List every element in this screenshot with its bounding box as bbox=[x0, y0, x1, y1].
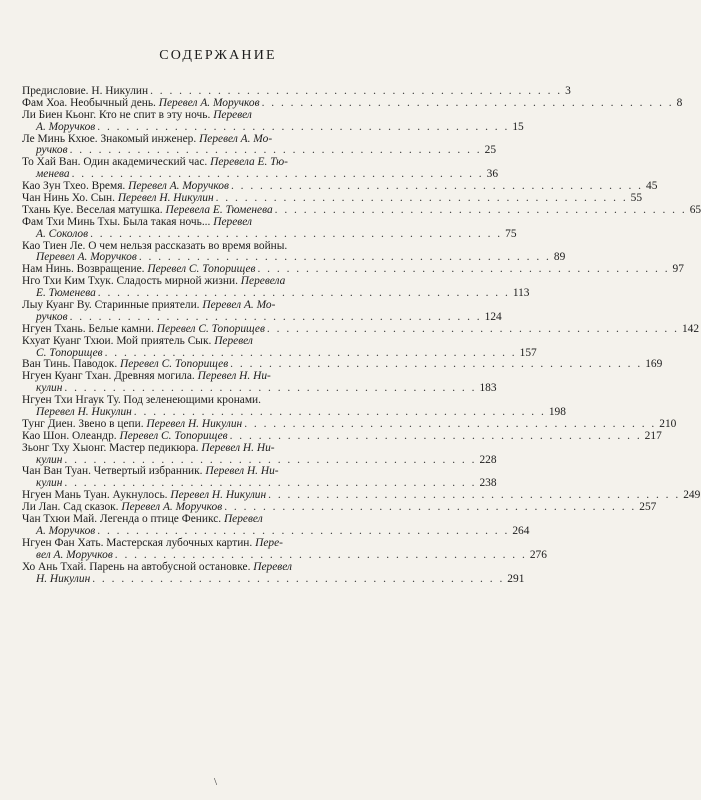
toc-entry-line bbox=[22, 443, 414, 455]
dot-leader: . . . . . . . . . . . . . . . . . . . . . . . . . . . . . . . . . . . . . . . . . . . bbox=[64, 477, 477, 490]
page-number: 142 bbox=[681, 322, 700, 335]
toc-entry[interactable] bbox=[22, 334, 537, 360]
page-number: 210 bbox=[659, 417, 677, 430]
page-number: 264 bbox=[512, 524, 530, 537]
entry-translator: Перевел Н. Ни- bbox=[205, 465, 279, 478]
entry-title: То Хай Ван. Один академический час. bbox=[22, 156, 211, 169]
entry-title: Лыу Куанг Ву. Старинные приятели. bbox=[22, 299, 203, 312]
page-number: 183 bbox=[479, 382, 497, 395]
entry-translator: кулин bbox=[36, 477, 63, 490]
dot-leader: . . . . . . . . . . . . . . . . . . . . . . . . . . . . . . . . . . . . . . . . . . . bbox=[268, 489, 681, 502]
entry-title: Тунг Диен. Звено в цепи. bbox=[22, 417, 147, 430]
toc-entry[interactable] bbox=[22, 513, 530, 538]
dot-leader: . . . . . . . . . . . . . . . . . . . . . . . . . . . . . . . . . . . . . . . . . . . bbox=[64, 453, 477, 466]
page-number: 276 bbox=[529, 548, 547, 561]
page-number: 65 bbox=[689, 203, 701, 216]
entry-translator: Перевел Н. Никулин bbox=[36, 406, 132, 419]
dot-leader: . . . . . . . . . . . . . . . . . . . . . . . . . . . . . . . . . . . . . . . . . . . bbox=[244, 417, 657, 430]
dot-leader: . . . . . . . . . . . . . . . . . . . . . . . . . . . . . . . . . . . . . . . . . . . bbox=[215, 192, 628, 204]
entry-title: Нго Тхи Ким Тхук. Сладость мирной жизни. bbox=[22, 275, 241, 288]
page-number: 217 bbox=[644, 429, 662, 442]
page-number: 249 bbox=[683, 489, 701, 502]
page-number: 291 bbox=[507, 572, 525, 585]
entry-translator: Перевел С. Топорищев bbox=[119, 429, 228, 442]
entry-translator: Перевел bbox=[214, 334, 253, 347]
entry-title: Чан Ван Туан. Четвертый избранник. bbox=[22, 465, 206, 478]
toc-entry-continuation bbox=[22, 572, 525, 586]
dot-leader: . . . . . . . . . . . . . . . . . . . . . . . . . . . . . . . . . . . . . . . . . . . bbox=[274, 203, 687, 216]
page-number: 124 bbox=[484, 310, 502, 323]
page-number: 257 bbox=[639, 501, 657, 514]
entry-translator: Перевел А. Моручков bbox=[121, 501, 223, 514]
page-number: 15 bbox=[512, 120, 524, 133]
page-number: 228 bbox=[479, 453, 497, 466]
entry-translator: Перевела Е. Тюменева bbox=[165, 203, 273, 216]
dot-leader: . . . . . . . . . . . . . . . . . . . . . . . . . . . . . . . . . . . . . . . . . . . bbox=[257, 263, 670, 276]
entry-translator: Перевел А. Мо- bbox=[202, 299, 276, 312]
entry-translator: С. Топорищев bbox=[36, 346, 103, 359]
toc-entry[interactable] bbox=[22, 108, 524, 134]
entry-title: Хо Ань Тхай. Парень на автобусной остановке. bbox=[22, 560, 254, 573]
entry-translator: Н. Никулин bbox=[36, 572, 91, 585]
toc-entry[interactable] bbox=[22, 156, 499, 181]
entry-translator: ручков bbox=[36, 310, 68, 323]
dot-leader: . . . . . . . . . . . . . . . . . . . . . . . . . . . . . . . . . . . . . . . . . . . bbox=[92, 572, 505, 585]
entry-translator: Перевел А. Мо- bbox=[199, 132, 273, 145]
toc-entry[interactable] bbox=[22, 536, 547, 562]
entry-translator: Перевел bbox=[213, 108, 252, 121]
dot-leader: . . . . . . . . . . . . . . . . . . . . . . . . . . . . . . . . . . . . . . . . . . . bbox=[97, 120, 510, 133]
entry-title: Нгуен Куанг Тхан. Древняя могила. bbox=[22, 370, 198, 383]
page-number: 157 bbox=[519, 346, 537, 359]
entry-translator: А. Моручков bbox=[36, 524, 96, 537]
entry-title: Нгуен Мань Туан. Аукнулось. bbox=[22, 489, 171, 502]
dot-leader: . . . . . . . . . . . . . . . . . . . . . . . . . . . . . . . . . . . . . . . . . . . bbox=[69, 310, 482, 323]
page-number: 238 bbox=[479, 477, 497, 490]
dot-leader: . . . . . . . . . . . . . . . . . . . . . . . . . . . . . . . . . . . . . . . . . . . bbox=[150, 84, 563, 97]
entry-title: Нгуен Фан Хать. Мастерская лубочных картин. bbox=[22, 536, 256, 549]
entry-translator: Е. Тюменева bbox=[36, 287, 96, 300]
toc-entry[interactable] bbox=[22, 215, 517, 241]
entry-translator: Перевела Е. Тю- bbox=[210, 156, 288, 169]
entry-title: Тхань Куе. Веселая матушка. bbox=[22, 203, 166, 216]
entry-translator: А. Моручков bbox=[36, 120, 96, 133]
dot-leader: . . . . . . . . . . . . . . . . . . . . . . . . . . . . . . . . . . . . . . . . . . . bbox=[104, 346, 517, 359]
entry-translator: Перевел С. Топорищев bbox=[120, 358, 229, 371]
entry-translator: кулин bbox=[36, 453, 63, 466]
entry-title: Као Шон. Олеандр. bbox=[22, 429, 120, 442]
entry-translator: ручков bbox=[36, 144, 68, 157]
page-number: 8 bbox=[676, 96, 683, 109]
page-number: 3 bbox=[565, 84, 571, 97]
entry-translator: кулин bbox=[36, 382, 63, 395]
entry-title: Нгуен Тхи Нгаук Ту. Под зеленеющими кронами. bbox=[22, 394, 262, 407]
dot-leader: . . . . . . . . . . . . . . . . . . . . . . . . . . . . . . . . . . . . . . . . . . . bbox=[266, 322, 679, 335]
dot-leader: . . . . . . . . . . . . . . . . . . . . . . . . . . . . . . . . . . . . . . . . . . . bbox=[230, 180, 644, 193]
entry-title: Као Тиен Ле. О чем нельзя рассказать во время войны. bbox=[22, 239, 288, 252]
page-number: 97 bbox=[672, 263, 684, 276]
entry-translator: А. Соколов bbox=[36, 227, 89, 240]
entry-title: Ван Тинь. Паводок. bbox=[22, 358, 121, 371]
page-number: 25 bbox=[484, 144, 497, 157]
toc-entry[interactable] bbox=[22, 560, 525, 586]
dot-leader: . . . . . . . . . . . . . . . . . . . . . . . . . . . . . . . . . . . . . . . . . . . bbox=[138, 251, 551, 264]
entry-translator: Перевел С. Топорищев bbox=[156, 322, 265, 335]
entry-title: Нгуен Тхань. Белые камни. bbox=[22, 322, 157, 335]
toc-entry[interactable] bbox=[22, 299, 502, 324]
entry-title: Чан Тхюи Май. Легенда о птице Феникс. bbox=[22, 513, 224, 526]
entry-translator: Перевел Н. Никулин bbox=[170, 489, 267, 502]
entry-title: Нам Нинь. Возвращение. bbox=[22, 263, 148, 276]
entry-translator: Перевел А. Моручков bbox=[128, 180, 229, 193]
entry-translator: Перевел Н. Никулин bbox=[117, 192, 214, 204]
page-number: 75 bbox=[505, 227, 517, 240]
toc-entry[interactable] bbox=[22, 370, 497, 395]
entry-title: Ле Минь Кхюе. Знакомый инженер. bbox=[22, 132, 200, 145]
table-of-contents bbox=[22, 84, 701, 585]
entry-title: Кхуат Куанг Тхюи. Мой приятель Сык. bbox=[22, 334, 215, 347]
entry-translator: вел А. Моручков bbox=[36, 548, 113, 561]
dot-leader: . . . . . . . . . . . . . . . . . . . . . . . . . . . . . . . . . . . . . . . . . . . bbox=[224, 501, 637, 514]
dot-leader: . . . . . . . . . . . . . . . . . . . . . . . . . . . . . . . . . . . . . . . . . . . bbox=[64, 382, 477, 395]
page-title: СОДЕРЖАНИЕ bbox=[159, 48, 277, 63]
entry-translator: Перевел bbox=[213, 215, 252, 228]
entry-translator: Перевел Н. Ни- bbox=[201, 441, 275, 454]
entry-translator: Перевел Н. Ни- bbox=[197, 370, 271, 383]
entry-translator: Перевел С. Топорищев bbox=[147, 263, 256, 276]
dot-leader: . . . . . . . . . . . . . . . . . . . . . . . . . . . . . . . . . . . . . . . . . . . bbox=[133, 406, 546, 419]
entry-translator: Перевела bbox=[240, 275, 286, 288]
dot-leader: . . . . . . . . . . . . . . . . . . . . . . . . . . . . . . . . . . . . . . . . . . . bbox=[69, 144, 482, 157]
dot-leader: . . . . . . . . . . . . . . . . . . . . . . . . . . . . . . . . . . . . . . . . . . . bbox=[114, 548, 527, 561]
entry-translator: Перевел Н. Никулин bbox=[146, 417, 243, 430]
toc-entry[interactable] bbox=[22, 239, 566, 265]
toc-entry-text bbox=[36, 574, 90, 586]
entry-title: Чан Нинь Хо. Сын. bbox=[22, 192, 118, 204]
page-number: 198 bbox=[548, 406, 566, 419]
entry-translator: Пере- bbox=[255, 536, 283, 549]
toc-entry[interactable] bbox=[22, 465, 497, 491]
toc-entry[interactable] bbox=[22, 394, 566, 419]
dot-leader: . . . . . . . . . . . . . . . . . . . . . . . . . . . . . . . . . . . . . . . . . . . bbox=[97, 287, 510, 300]
page-number: 89 bbox=[553, 251, 566, 264]
toc-entry[interactable] bbox=[22, 441, 497, 467]
entry-title: Фам Хоа. Необычный день. bbox=[22, 96, 159, 109]
page-number: 113 bbox=[512, 287, 530, 300]
entry-translator: менева bbox=[36, 168, 70, 181]
entry-title: Као Зун Тхео. Время. bbox=[22, 180, 129, 193]
toc-entry[interactable] bbox=[22, 132, 497, 158]
entry-title: Предисловие. Н. Никулин bbox=[22, 84, 149, 97]
page-number: 169 bbox=[645, 358, 663, 371]
entry-title: Зьонг Тху Хыонг. Мастер педикюра. bbox=[22, 441, 202, 454]
dot-leader: . . . . . . . . . . . . . . . . . . . . . . . . . . . . . . . . . . . . . . . . . . . bbox=[261, 96, 674, 109]
entry-translator: Перевел А. Моручков bbox=[36, 251, 137, 264]
dot-leader: . . . . . . . . . . . . . . . . . . . . . . . . . . . . . . . . . . . . . . . . . . . bbox=[229, 429, 642, 442]
toc-entry[interactable] bbox=[22, 275, 530, 300]
page-number: 55 bbox=[630, 192, 643, 204]
page-number: 36 bbox=[486, 168, 499, 181]
entry-translator: Перевел bbox=[223, 513, 263, 526]
entry-title: Ли Лан. Сад сказок. bbox=[22, 501, 122, 514]
dot-leader: . . . . . . . . . . . . . . . . . . . . . . . . . . . . . . . . . . . . . . . . . . . bbox=[90, 227, 503, 240]
dot-leader: . . . . . . . . . . . . . . . . . . . . . . . . . . . . . . . . . . . . . . . . . . . bbox=[97, 524, 510, 537]
dot-leader: . . . . . . . . . . . . . . . . . . . . . . . . . . . . . . . . . . . . . . . . . . . bbox=[71, 168, 484, 181]
entry-title: Фам Тхи Минь Тхы. Была такая ночь... bbox=[22, 215, 214, 228]
dot-leader: . . . . . . . . . . . . . . . . . . . . . . . . . . . . . . . . . . . . . . . . . . . bbox=[230, 358, 643, 371]
entry-translator: Перевел bbox=[253, 560, 292, 573]
entry-translator: Перевел А. Моручков bbox=[158, 96, 260, 109]
footer-mark: \ bbox=[214, 776, 218, 788]
page-number: 45 bbox=[646, 180, 658, 193]
entry-title: Ли Биен Кьонг. Кто не спит в эту ночь. bbox=[22, 108, 214, 121]
